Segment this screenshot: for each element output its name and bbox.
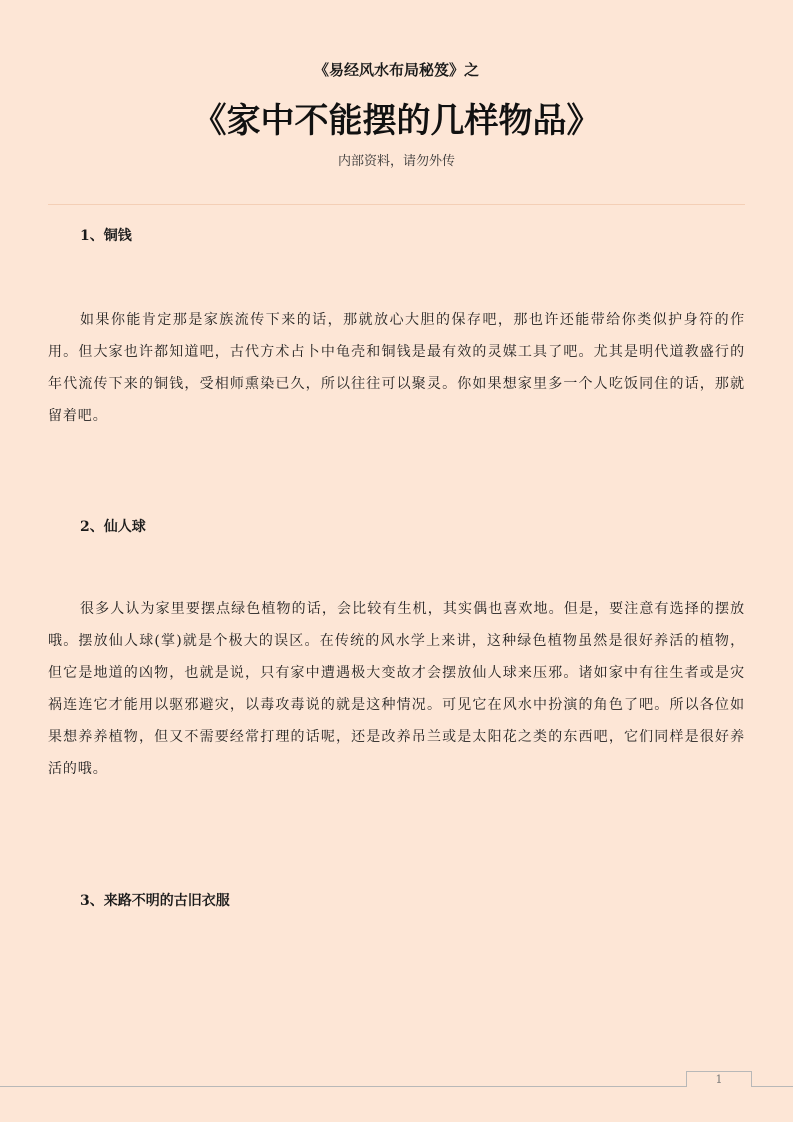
section-heading-cactus: 2、仙人球 [80,519,146,535]
section-heading-copper-coins: 1、铜钱 [80,228,132,244]
page-title: 《家中不能摆的几样物品》 [192,101,601,141]
page-number: 1 [686,1071,752,1087]
series-title: 《易经风水布局秘笈》之 [313,61,479,79]
header-divider [48,204,745,205]
footer-divider [0,1086,686,1087]
section-paragraph-copper-coins: 如果你能肯定那是家族流传下来的话，那就放心大胆的保存吧，那也许还能带给你类似护身符的作用。但大家也许都知道吧，古代方术占卜中龟壳和铜钱是最有效的灵媒工具了吧。尤其是明代道教盛行的年代流传下来的铜钱，受相师熏染已久，所以往往可以聚灵。你如果想家里多一个人吃饭同住的话，那就留着吧。 [48,312,745,424]
confidential-note: 内部资料，请勿外传 [337,154,455,169]
footer-divider-right [751,1086,793,1087]
section-heading-old-clothes: 3、来路不明的古旧衣服 [80,893,230,909]
section-paragraph-cactus: 很多人认为家里要摆点绿色植物的话，会比较有生机，其实偶也喜欢地。但是，要注意有选择的摆放哦。摆放仙人球(掌)就是个极大的误区。在传统的风水学上来讲，这种绿色植物虽然是很好养活的植物，但它是地道的凶物，也就是说，只有家中遭遇极大变故才会摆放仙人球来压邪。诸如家中有往生者或是灾祸连连它才能用以驱邪避灾，以毒攻毒说的就是这种情况。可见它在风水中扮演的角色了吧。所以各位如果想养养植物，但又不需要经常打理的话呢，还是改养吊兰或是太阳花之类的东西吧，它们同样是很好养活的哦。 [48,601,745,777]
